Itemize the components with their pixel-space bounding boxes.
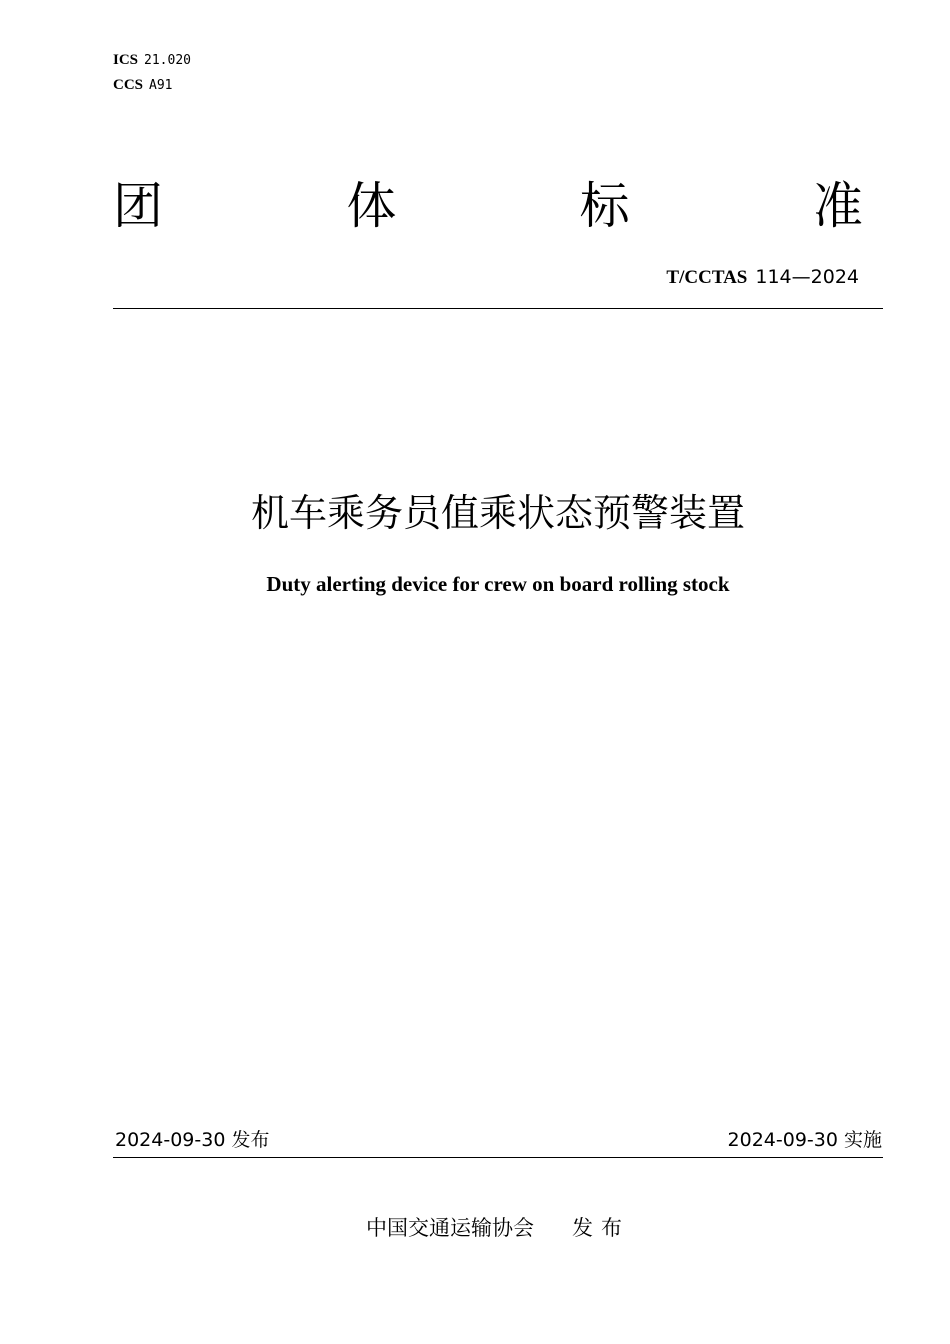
ccs-value: A91 xyxy=(149,78,173,93)
document-type-heading xyxy=(113,174,863,238)
chinese-title: 机车乘务员值乘状态预警装置 xyxy=(250,491,745,535)
english-title: Duty alerting device for crew on board rolling stock xyxy=(266,572,730,596)
document-type-char: 准 xyxy=(812,177,863,235)
ics-value: 21.020 xyxy=(144,53,191,68)
footer-divider xyxy=(113,1157,883,1158)
header-divider xyxy=(113,308,883,309)
publisher-line xyxy=(0,1214,950,1242)
publisher-organization: 中国交通运输协会 xyxy=(366,1216,534,1240)
document-type-char: 团 xyxy=(113,177,163,235)
ccs-classification xyxy=(113,76,173,95)
document-type-char: 标 xyxy=(579,177,630,235)
ics-label: ICS xyxy=(113,52,139,68)
standard-prefix: T/CCTAS xyxy=(666,267,748,288)
document-type-char: 体 xyxy=(346,177,397,235)
ccs-label: CCS xyxy=(113,77,144,93)
implementation-date: 2024-09-30 实施 xyxy=(727,1129,882,1151)
standard-id: 114—2024 xyxy=(755,266,859,288)
ics-classification xyxy=(113,51,191,70)
standard-number xyxy=(666,265,859,290)
publisher-action: 发布 xyxy=(572,1216,630,1240)
issue-date: 2024-09-30 发布 xyxy=(115,1129,270,1151)
